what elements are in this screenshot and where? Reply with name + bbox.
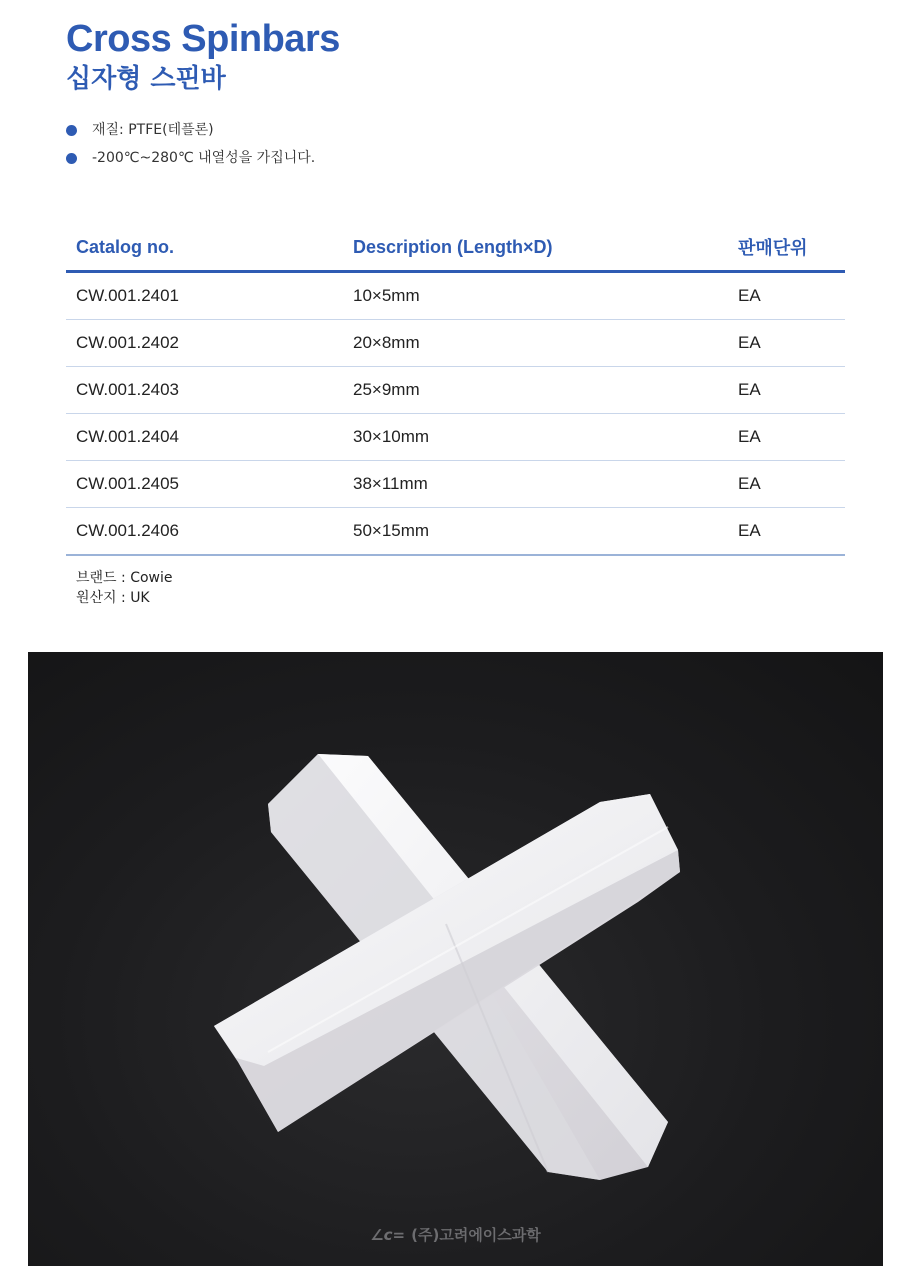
page-subtitle: 십자형 스핀바 <box>66 64 226 94</box>
unit-cell: EA <box>728 508 845 556</box>
description-cell: 10×5mm <box>343 272 728 320</box>
product-meta <box>76 568 172 608</box>
unit-cell: EA <box>728 272 845 320</box>
table-row <box>66 508 845 556</box>
bullet-dot-icon <box>66 125 77 136</box>
feature-item <box>66 144 315 172</box>
cross-spinbar-illustration <box>28 652 883 1266</box>
feature-text: -200℃~280℃ 내열성을 가집니다. <box>92 150 316 166</box>
description-cell: 38×11mm <box>343 461 728 508</box>
table-row <box>66 320 845 367</box>
bullet-dot-icon <box>66 153 77 164</box>
feature-item <box>66 116 315 144</box>
description-cell: 25×9mm <box>343 367 728 414</box>
catalog-no-cell: CW.001.2403 <box>66 367 343 414</box>
company-logo: ∠c= <box>370 1226 406 1244</box>
watermark <box>28 1224 883 1245</box>
description-cell: 50×15mm <box>343 508 728 556</box>
header-sales-unit: 판매단위 <box>728 224 845 272</box>
product-table <box>66 224 845 556</box>
unit-cell: EA <box>728 320 845 367</box>
unit-cell: EA <box>728 367 845 414</box>
brand-text: 브랜드 : Cowie <box>76 570 173 586</box>
unit-cell: EA <box>728 414 845 461</box>
origin-text: 원산지 : UK <box>76 590 150 606</box>
unit-cell: EA <box>728 461 845 508</box>
company-name: (주)고려에이스과학 <box>411 1226 541 1244</box>
catalog-no-cell: CW.001.2401 <box>66 272 343 320</box>
table-header-row <box>66 224 845 272</box>
header-catalog-no: Catalog no. <box>66 224 343 272</box>
product-photo <box>28 652 883 1266</box>
feature-text: 재질: PTFE(테플론) <box>92 122 214 138</box>
catalog-no-cell: CW.001.2405 <box>66 461 343 508</box>
catalog-no-cell: CW.001.2404 <box>66 414 343 461</box>
table-row <box>66 272 845 320</box>
description-cell: 30×10mm <box>343 414 728 461</box>
catalog-no-cell: CW.001.2402 <box>66 320 343 367</box>
description-cell: 20×8mm <box>343 320 728 367</box>
page-title: Cross Spinbars <box>66 18 340 60</box>
catalog-no-cell: CW.001.2406 <box>66 508 343 556</box>
feature-list <box>66 116 315 172</box>
table-row <box>66 367 845 414</box>
table-row <box>66 414 845 461</box>
header-description: Description (Length×D) <box>343 224 728 272</box>
table-row <box>66 461 845 508</box>
